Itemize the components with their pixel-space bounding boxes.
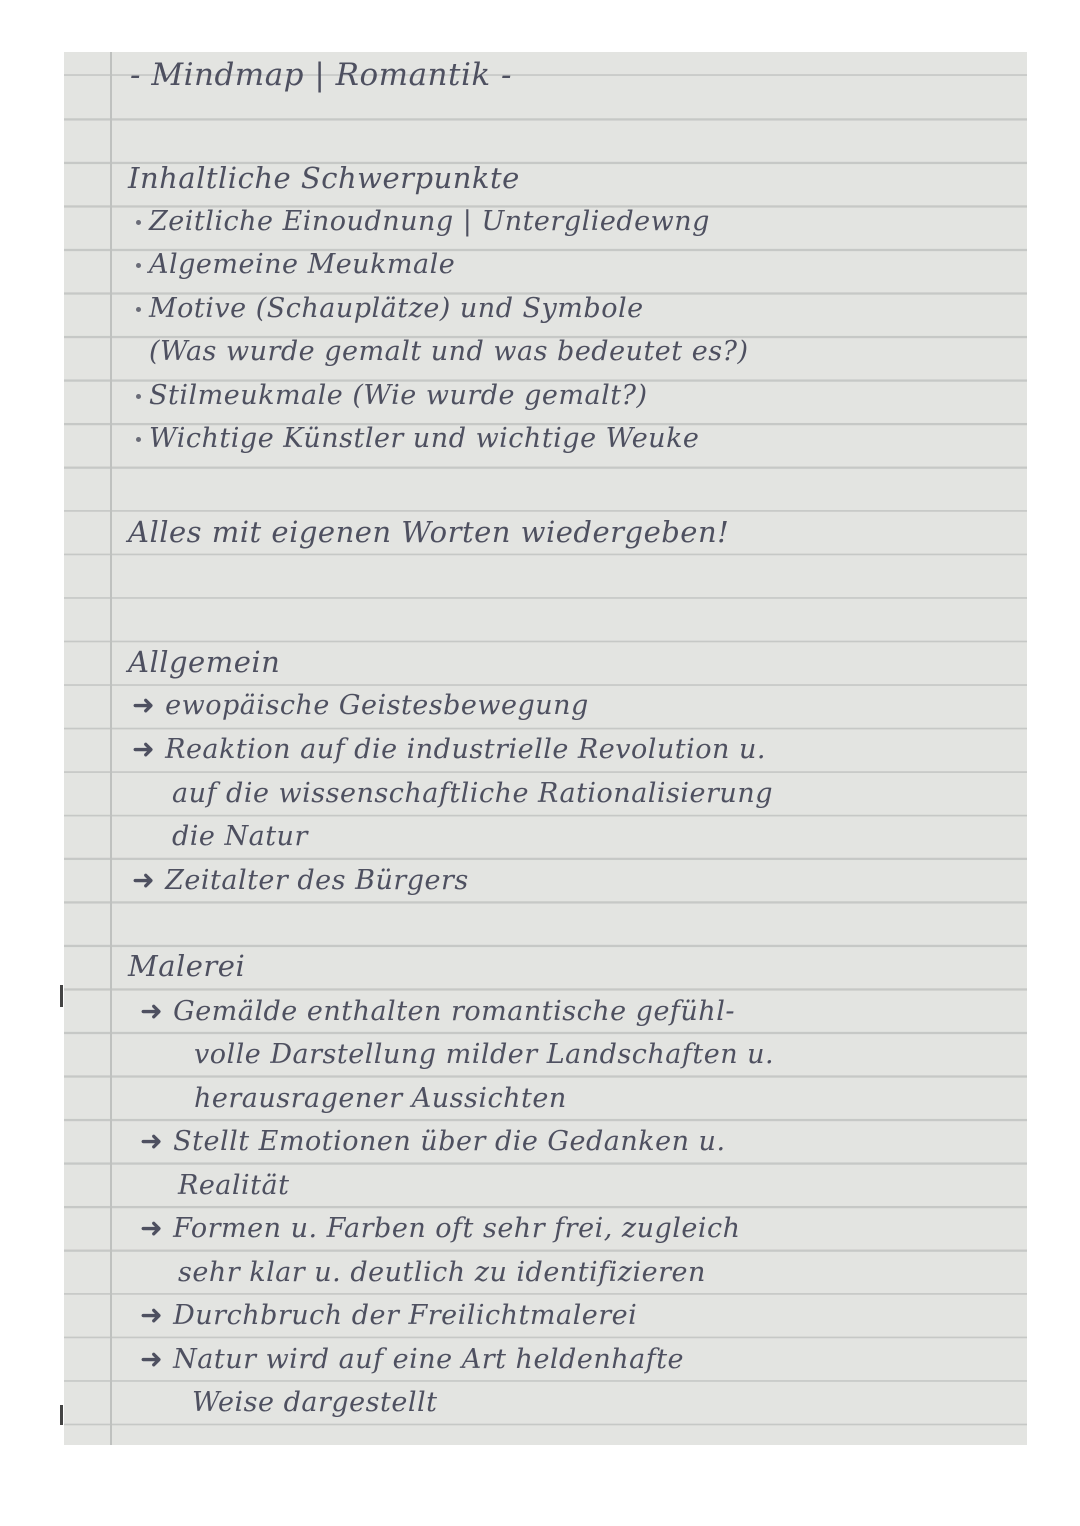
malerei-heading: Malerei	[128, 949, 246, 983]
focus-item-text: Algemeine Meukmale	[149, 249, 456, 280]
arrow-right-icon: ➜	[140, 1126, 164, 1157]
lined-paper	[64, 52, 1027, 1445]
instruction-note: Alles mit eigenen Worten wiedergeben!	[128, 515, 730, 549]
focus-item	[136, 425, 699, 452]
dot-bullet-icon	[136, 394, 141, 399]
page-title: - Mindmap | Romantik -	[130, 57, 513, 93]
allgemein-item-text: ewopäische Geistesbewegung	[165, 690, 589, 721]
malerei-item-text: Durchbruch der Freilichtmalerei	[173, 1300, 638, 1331]
binding-mark	[60, 1405, 63, 1425]
focus-heading: Inhaltliche Schwerpunkte	[128, 161, 520, 195]
arrow-right-icon: ➜	[140, 996, 164, 1027]
malerei-item	[140, 1346, 684, 1373]
malerei-item-text: Natur wird auf eine Art heldenhafte	[173, 1344, 685, 1375]
malerei-item	[140, 1215, 741, 1242]
arrow-right-icon: ➜	[140, 1344, 164, 1375]
malerei-item	[140, 1302, 637, 1329]
malerei-item	[140, 1128, 726, 1155]
malerei-item-continuation: Realität	[178, 1170, 290, 1201]
focus-item-text: Zeitliche Einoudnung | Untergliedewng	[149, 206, 710, 237]
dot-bullet-icon	[136, 220, 141, 225]
malerei-item-continuation: sehr klar u. deutlich zu identifizieren	[178, 1257, 706, 1288]
margin-line	[110, 52, 112, 1445]
malerei-item-text: Formen u. Farben oft sehr frei, zugleich	[173, 1213, 741, 1244]
allgemein-item	[132, 867, 469, 894]
allgemein-item	[132, 736, 766, 763]
focus-item-text: Stilmeukmale (Wie wurde gemalt?)	[149, 380, 648, 411]
allgemein-item-text: Reaktion auf die industrielle Revolution u.	[165, 734, 766, 765]
focus-item-text: Motive (Schauplätze) und Symbole	[149, 293, 644, 324]
malerei-item	[140, 998, 735, 1025]
binding-mark	[60, 985, 63, 1007]
allgemein-item-continuation: die Natur	[172, 821, 308, 852]
allgemein-item-text: Zeitalter des Bürgers	[165, 865, 469, 896]
malerei-item-text: Gemälde enthalten romantische gefühl-	[173, 996, 735, 1027]
dot-bullet-icon	[136, 263, 141, 268]
arrow-right-icon: ➜	[132, 690, 156, 721]
focus-item	[136, 251, 455, 278]
allgemein-item	[132, 692, 589, 719]
malerei-item-continuation: Weise dargestellt	[192, 1387, 438, 1418]
malerei-item-text: Stellt Emotionen über die Gedanken u.	[173, 1126, 726, 1157]
allgemein-item-continuation: auf die wissenschaftliche Rationalisierung	[172, 778, 773, 809]
focus-item	[136, 382, 648, 409]
arrow-right-icon: ➜	[132, 865, 156, 896]
arrow-right-icon: ➜	[132, 734, 156, 765]
malerei-item-continuation: herausragener Aussichten	[194, 1083, 567, 1114]
arrow-right-icon: ➜	[140, 1300, 164, 1331]
allgemein-heading: Allgemein	[128, 645, 281, 679]
focus-item-continuation: (Was wurde gemalt und was bedeutet es?)	[149, 336, 749, 367]
focus-item-text: Wichtige Künstler und wichtige Weuke	[149, 423, 700, 454]
focus-item	[136, 295, 644, 322]
focus-item	[136, 208, 710, 235]
arrow-right-icon: ➜	[140, 1213, 164, 1244]
malerei-item-continuation: volle Darstellung milder Landschaften u.	[194, 1039, 775, 1070]
dot-bullet-icon	[136, 437, 141, 442]
dot-bullet-icon	[136, 307, 141, 312]
